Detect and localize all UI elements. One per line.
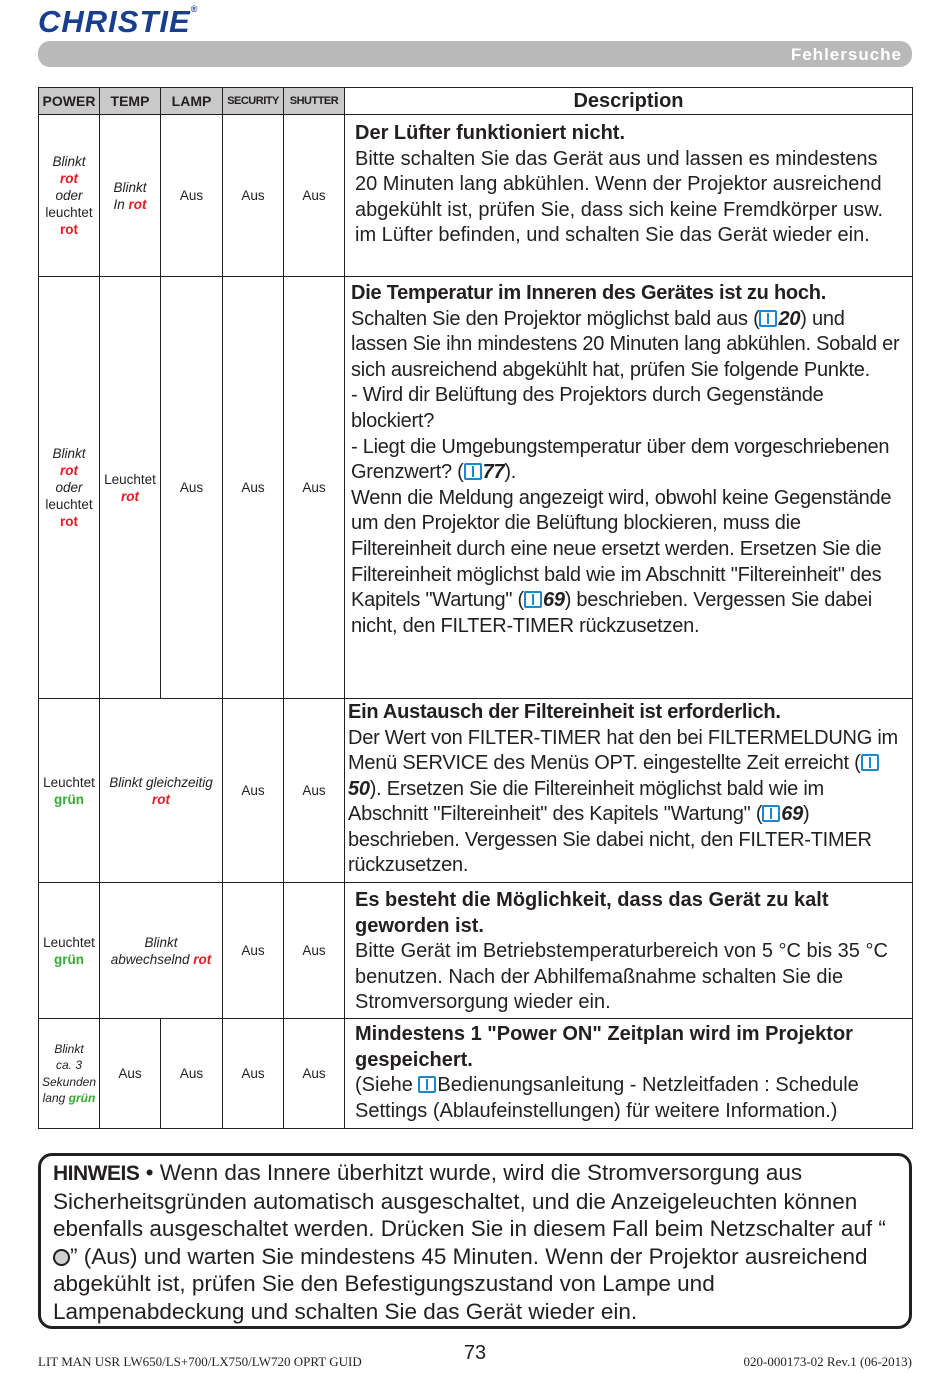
shutter-indicator-cell: Aus bbox=[284, 699, 345, 883]
footer-revision: 020-000173-02 Rev.1 (06-2013) bbox=[743, 1354, 912, 1369]
lamp-indicator-cell: Aus bbox=[161, 1019, 223, 1129]
page-reference: 77 bbox=[482, 461, 505, 484]
power-indicator-cell: Blinkt rot oder leuchtet rot bbox=[39, 277, 100, 699]
book-icon bbox=[759, 310, 777, 327]
book-icon bbox=[762, 805, 780, 822]
table-header-row bbox=[39, 88, 913, 115]
description-title: Mindestens 1 "Power ON" Zeitplan wird im Projektor gespeichert. bbox=[355, 1023, 853, 1071]
table-row bbox=[39, 699, 913, 883]
table-row bbox=[39, 1019, 913, 1129]
temp-lamp-indicator-cell: Blinkt abwechselnd rot bbox=[100, 883, 223, 1019]
footer-document-id: LIT MAN USR LW650/LS+700/LX750/LW720 OPRT GUID bbox=[38, 1354, 362, 1369]
header-power: POWER bbox=[39, 88, 100, 115]
description-body: Der Wert von FILTER-TIMER hat den bei FILTERMELDUNG im Menü SERVICE des Menüs OPT. eingestellte Zeit erreicht (50). Ersetzen Sie die Filtereinheit möglichst bald wie im Abschnitt "Filtereinheit" des Kapitels "Wartung" ( 69) beschrieben. Vergessen Sie dabei nicht, den FILTER-TIMER rückzusetzen. bbox=[348, 726, 898, 876]
description-cell bbox=[345, 699, 913, 883]
page-reference: 69 bbox=[781, 803, 803, 825]
table-row bbox=[39, 277, 913, 699]
power-indicator-cell: Blinkt ca. 3 Sekunden lang grün bbox=[39, 1019, 100, 1129]
note-box bbox=[38, 1153, 912, 1329]
header-shutter: SHUTTER bbox=[284, 88, 345, 115]
security-indicator-cell: Aus bbox=[223, 277, 284, 699]
lamp-indicator-cell: Aus bbox=[161, 115, 223, 277]
book-icon bbox=[418, 1076, 436, 1093]
header-lamp: LAMP bbox=[161, 88, 223, 115]
page-reference: 50 bbox=[348, 777, 370, 800]
security-indicator-cell: Aus bbox=[223, 699, 284, 883]
troubleshooting-table bbox=[38, 87, 913, 1129]
temp-indicator-cell: Leuchtet rot bbox=[100, 277, 161, 699]
section-title: Fehlersuche bbox=[790, 45, 902, 64]
header-temp: TEMP bbox=[100, 88, 161, 115]
note-text: ” (Aus) und warten Sie mindestens 45 Minuten. Wenn der Projektor ausreichend abgekühlt ist, prüfen Sie den Befestigungszustand von Lampe und Lampenabdeckung und schalten Sie das Gerät wieder ein. bbox=[53, 1243, 868, 1324]
description-title: Der Lüfter funktioniert nicht. bbox=[355, 122, 625, 144]
security-indicator-cell: Aus bbox=[223, 115, 284, 277]
power-indicator-cell: Leuchtet grün bbox=[39, 883, 100, 1019]
logo-text: CHRISTIE bbox=[38, 4, 191, 39]
security-indicator-cell: Aus bbox=[223, 883, 284, 1019]
description-body: Bitte Gerät im Betriebstemperaturbereich von 5 °C bis 35 °C benutzen. Nach der Abhilfemaßnahme schalten Sie die Stromversorgung wieder ein. bbox=[355, 940, 888, 1013]
check-item: - Wird dir Belüftung des Projektors durch Gegenstände blockiert? bbox=[351, 384, 824, 432]
book-icon bbox=[464, 463, 482, 480]
table-row bbox=[39, 883, 913, 1019]
note-text: • Wenn das Innere überhitzt wurde, wird die Stromversorgung aus Sicherheitsgründen automatisch ausgeschaltet, und die Anzeigeleuchten können ebenfalls ausgeschaltet werden. Drücken Sie in diesem Fall beim Netzschalter auf “ bbox=[53, 1160, 886, 1241]
security-indicator-cell: Aus bbox=[223, 1019, 284, 1129]
description-body: Bitte schalten Sie das Gerät aus und lassen es mindestens 20 Minuten lang abkühlen. Wenn der Projektor ausreichend abgekühlt ist, prüfen Sie, dass sich keine Fremdkörper usw. im Lüfter befinden, und schalten Sie das Gerät wieder ein. bbox=[355, 147, 884, 246]
temp-lamp-indicator-cell: Blinkt gleichzeitig rot bbox=[100, 699, 223, 883]
page-reference: 20 bbox=[778, 307, 801, 330]
note-label: HINWEIS bbox=[53, 1162, 140, 1185]
description-title: Es besteht die Möglichkeit, dass das Gerät zu kalt geworden ist. bbox=[355, 889, 829, 937]
temp-indicator-cell: Blinkt In rot bbox=[100, 115, 161, 277]
shutter-indicator-cell: Aus bbox=[284, 115, 345, 277]
shutter-indicator-cell: Aus bbox=[284, 883, 345, 1019]
description-body: Schalten Sie den Projektor möglichst bald aus ( 20) und lassen Sie ihn mindestens 20 Minuten lang abkühlen. Sobald er sich ausreichend abgekühlt hat, prüfen Sie folgende Punkte. bbox=[351, 307, 900, 381]
description-title: Die Temperatur im Inneren des Gerätes ist zu hoch. bbox=[351, 282, 827, 304]
lamp-indicator-cell: Aus bbox=[161, 277, 223, 699]
description-cell bbox=[345, 1019, 913, 1129]
shutter-indicator-cell: Aus bbox=[284, 277, 345, 699]
registered-mark: ® bbox=[190, 4, 199, 14]
description-cell bbox=[345, 883, 913, 1019]
power-indicator-cell: Leuchtet grün bbox=[39, 699, 100, 883]
shutter-indicator-cell: Aus bbox=[284, 1019, 345, 1129]
page-number: 73 bbox=[463, 1342, 487, 1364]
description-body: (Siehe Bedienungsanleitung - Netzleitfaden : Schedule Settings (Ablaufeinstellungen) für weitere Information.) bbox=[355, 1074, 859, 1122]
header-security: SECURITY bbox=[223, 88, 284, 115]
power-indicator-cell: Blinkt rot oder leuchtet rot bbox=[39, 115, 100, 277]
description-cell bbox=[345, 277, 913, 699]
table-row bbox=[39, 115, 913, 277]
description-cell bbox=[345, 115, 913, 277]
power-off-symbol-icon bbox=[53, 1249, 70, 1266]
description-title: Ein Austausch der Filtereinheit ist erforderlich. bbox=[348, 701, 781, 723]
section-header-bar bbox=[38, 41, 912, 67]
book-icon bbox=[861, 754, 879, 771]
book-icon bbox=[524, 591, 542, 608]
header-description: Description bbox=[345, 88, 913, 115]
temp-indicator-cell: Aus bbox=[100, 1019, 161, 1129]
check-item: - Liegt die Umgebungstemperatur über dem vorgeschriebenen Grenzwert? ( 77). bbox=[351, 435, 890, 484]
page-reference: 69 bbox=[542, 589, 565, 612]
christie-logo bbox=[38, 4, 198, 40]
description-body: Wenn die Meldung angezeigt wird, obwohl keine Gegenstände um den Projektor die Belüftung blockieren, muss die Filtereinheit durch eine neue ersetzt werden. Ersetzen Sie die Filtereinheit möglichst bald wie im Abschnitt "Filtereinheit" des Kapitels "Wartung" ( 69) beschrieben. Vergessen Sie dabei nicht, den FILTER-TIMER rückzusetzen. bbox=[351, 486, 892, 637]
